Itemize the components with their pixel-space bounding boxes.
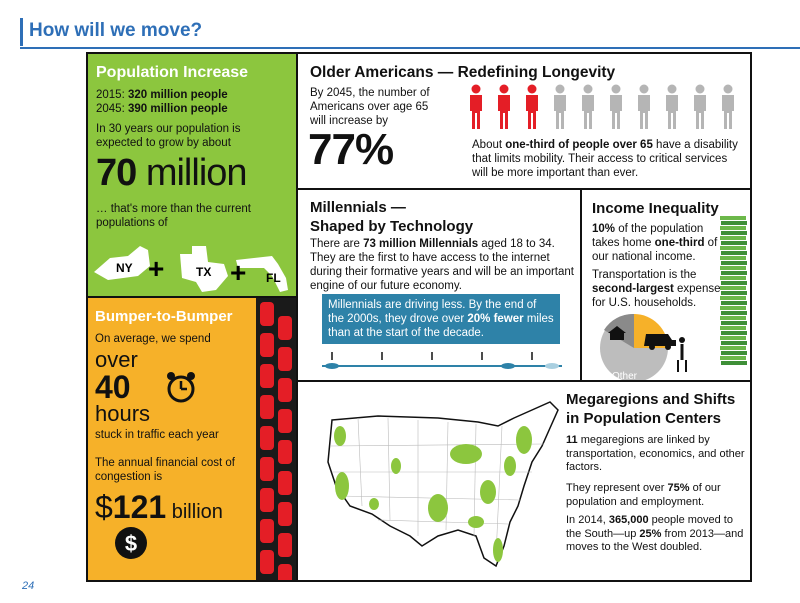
state-tx: TX: [196, 265, 212, 279]
population-2015: [96, 88, 228, 102]
mega-p3-pre: In 2014,: [566, 514, 609, 526]
income-p2-pre: Transportation is the: [592, 269, 697, 281]
cost-dollar: $: [95, 489, 113, 525]
person-icon: [666, 85, 678, 130]
millennials-heading-line1: Millennials —: [310, 199, 406, 216]
person-icon: [554, 85, 566, 130]
mega-p3-mid: people moved to the South—up: [566, 514, 733, 540]
person-icon: [498, 85, 510, 130]
dollar-coin-icon: [114, 526, 148, 560]
person-icon: [582, 85, 594, 130]
mega-p3: [566, 514, 750, 555]
car-icon: [278, 316, 292, 340]
income-p1-mid: of the population takes home: [592, 223, 704, 249]
bill-icon: [720, 256, 746, 260]
bill-icon: [721, 231, 747, 235]
person-icon: [694, 85, 706, 130]
timeline-icon: [322, 346, 562, 372]
bill-icon: [720, 276, 746, 280]
population-heading: Population Increase: [96, 64, 249, 81]
mill-text-bold: 73 million Millennials: [363, 238, 479, 250]
mega-heading-line2: in Population Centers: [566, 410, 722, 427]
mega-p2-pre: They represent over: [566, 482, 668, 494]
mega-p3-b1: 365,000: [608, 514, 649, 526]
bill-icon: [721, 321, 747, 325]
disability-bold: one-third of people over 65: [505, 139, 653, 151]
older-panel: [298, 54, 750, 188]
bill-icon: [721, 291, 747, 295]
callout-bold: 20% fewer: [467, 313, 524, 325]
population-panel: [88, 54, 296, 296]
bill-icon: [721, 301, 747, 305]
bill-icon: [720, 336, 746, 340]
page-title: How will we move?: [29, 20, 203, 41]
car-icon: [260, 457, 274, 481]
car-icon: [278, 564, 292, 580]
mill-text-pre: There are: [310, 238, 364, 250]
bumper-over: over: [95, 347, 138, 372]
bumper-after: stuck in traffic each year: [95, 429, 219, 441]
person-icon: [722, 85, 734, 130]
mega-p1-post: megaregions are linked by transportation, economics, and other factors.: [566, 434, 745, 473]
car-icon: [278, 502, 292, 526]
traffic-road: [256, 298, 296, 580]
older-disability-text: [472, 138, 744, 180]
bill-icon: [721, 241, 747, 245]
income-p1-b1: 10%: [592, 223, 616, 235]
millennials-panel: [298, 190, 580, 380]
mega-heading-line1: Megaregions and Shifts: [566, 391, 736, 408]
millennials-heading-line2: Shaped by Technology: [310, 218, 474, 235]
bill-icon: [720, 356, 746, 360]
car-icon: [278, 378, 292, 402]
car-icon: [278, 409, 292, 433]
bumper-40: 40: [95, 369, 131, 405]
mega-heading: [566, 390, 735, 428]
people-icons: [462, 84, 746, 132]
older-intro: By 2045, the number of Americans over age 65 will increase by: [310, 87, 430, 127]
car-icon: [260, 364, 274, 388]
bill-icon: [721, 251, 747, 255]
bill-icon: [720, 316, 746, 320]
callout-post: miles than at the start of the decade.: [328, 313, 554, 339]
bill-icon: [721, 331, 747, 335]
bill-icon: [720, 226, 746, 230]
population-outro: … that's more than the current populations of: [96, 203, 251, 229]
bill-icon: [720, 246, 746, 250]
bill-icon: [720, 296, 746, 300]
car-icon: [260, 550, 274, 574]
car-icon: [260, 519, 274, 543]
car-icon: [278, 533, 292, 557]
bill-icon: [721, 271, 747, 275]
disability-post: have a disability that limits mobility. Their access to critical services will be more important than ever.: [472, 139, 738, 179]
income-panel: [582, 190, 750, 380]
plus-icon: +: [230, 257, 247, 288]
income-p1-post: of our national income.: [592, 237, 718, 263]
bumper-heading: Bumper-to-Bumper: [95, 308, 233, 325]
bumper-cost-text: The annual financial cost of congestion is: [95, 457, 236, 483]
mega-p3-post: from 2013—and moves to the West doubled.: [566, 527, 744, 553]
person-icon: [638, 85, 650, 130]
bill-icon: [720, 216, 746, 220]
label-2015: 2015:: [96, 89, 128, 101]
mega-p2-bold: 75%: [667, 482, 690, 494]
income-heading: Income Inequality: [592, 200, 719, 217]
car-icon: [260, 333, 274, 357]
alarm-clock-icon: [164, 370, 198, 404]
bill-icon: [720, 286, 746, 290]
mega-p2-post: of our population and employment.: [566, 482, 721, 508]
cost-unit: billion: [166, 501, 223, 523]
income-p1: [592, 222, 722, 264]
bill-icon: [720, 236, 746, 240]
bill-icon: [720, 266, 746, 270]
income-p1-b2: one-third: [654, 237, 705, 249]
traffic-cars: [256, 298, 296, 580]
mega-p1: [566, 434, 750, 475]
bill-icon: [721, 341, 747, 345]
population-big-number: [96, 152, 247, 195]
mill-text-post: aged 18 to 34. They are the first to have access to the internet during their formative years and will be an important engine of our future economy.: [310, 238, 574, 292]
bill-icon: [721, 311, 747, 315]
bill-icon: [720, 326, 746, 330]
population-2045: [96, 102, 228, 116]
bumper-panel: [88, 298, 256, 580]
bill-icon: [720, 346, 746, 350]
bumper-hours: hours: [95, 401, 151, 426]
person-icon: [610, 85, 622, 130]
bill-icon: [721, 361, 747, 365]
svg-text:$: $: [124, 531, 138, 556]
pie-label-other: Other: [612, 371, 638, 382]
car-icon: [260, 426, 274, 450]
states-map-icon: [88, 232, 296, 296]
millennials-heading: [310, 198, 473, 236]
millennials-callout: [322, 294, 560, 344]
pie-icon: [594, 308, 704, 380]
bumper-cost: [95, 490, 223, 529]
plus-icon: +: [148, 253, 165, 284]
cost-number: 121: [112, 489, 167, 525]
bumper-intro: On average, we spend: [95, 333, 211, 345]
car-icon: [260, 488, 274, 512]
car-icon: [260, 302, 274, 326]
megaregions-panel: [298, 382, 750, 580]
car-icon: [278, 440, 292, 464]
money-stack-icon: [718, 210, 752, 380]
income-p2: [592, 268, 722, 310]
car-icon: [260, 395, 274, 419]
bill-icon: [720, 306, 746, 310]
big-unit: million: [136, 152, 247, 194]
bill-icon: [721, 261, 747, 265]
value-2045: 390 million people: [127, 103, 228, 115]
label-2045: 2045:: [96, 103, 128, 115]
older-heading: Older Americans — Redefining Longevity: [310, 64, 616, 81]
mega-p1-bold: 11: [566, 434, 578, 446]
page-number: 24: [22, 580, 35, 592]
divider: [88, 296, 296, 298]
person-icon: [470, 85, 482, 130]
income-p2-post: expense for U.S. households.: [592, 283, 721, 309]
car-icon: [278, 347, 292, 371]
millennials-text: [310, 237, 580, 293]
bill-icon: [721, 221, 747, 225]
title-rule: [20, 47, 800, 49]
mega-p2: [566, 482, 750, 509]
page-title-bar: [20, 18, 202, 46]
state-fl: FL: [266, 271, 281, 285]
state-ny: NY: [116, 261, 133, 275]
disability-pre: About: [472, 139, 506, 151]
person-icon: [526, 85, 538, 130]
big-number: 70: [96, 152, 137, 194]
car-icon: [278, 471, 292, 495]
callout-pre: Millennials are driving less. By the end of the 2000s, they drove over: [328, 299, 537, 325]
us-map-icon: [318, 396, 564, 576]
older-big-pct: 77%: [308, 125, 394, 174]
value-2015: 320 million people: [127, 89, 228, 101]
population-intro: In 30 years our population is expected to grow by about: [96, 123, 241, 149]
mega-p3-b2: 25%: [639, 527, 662, 540]
bill-icon: [721, 351, 747, 355]
bill-icon: [721, 281, 747, 285]
income-p2-bold: second-largest: [592, 283, 674, 295]
